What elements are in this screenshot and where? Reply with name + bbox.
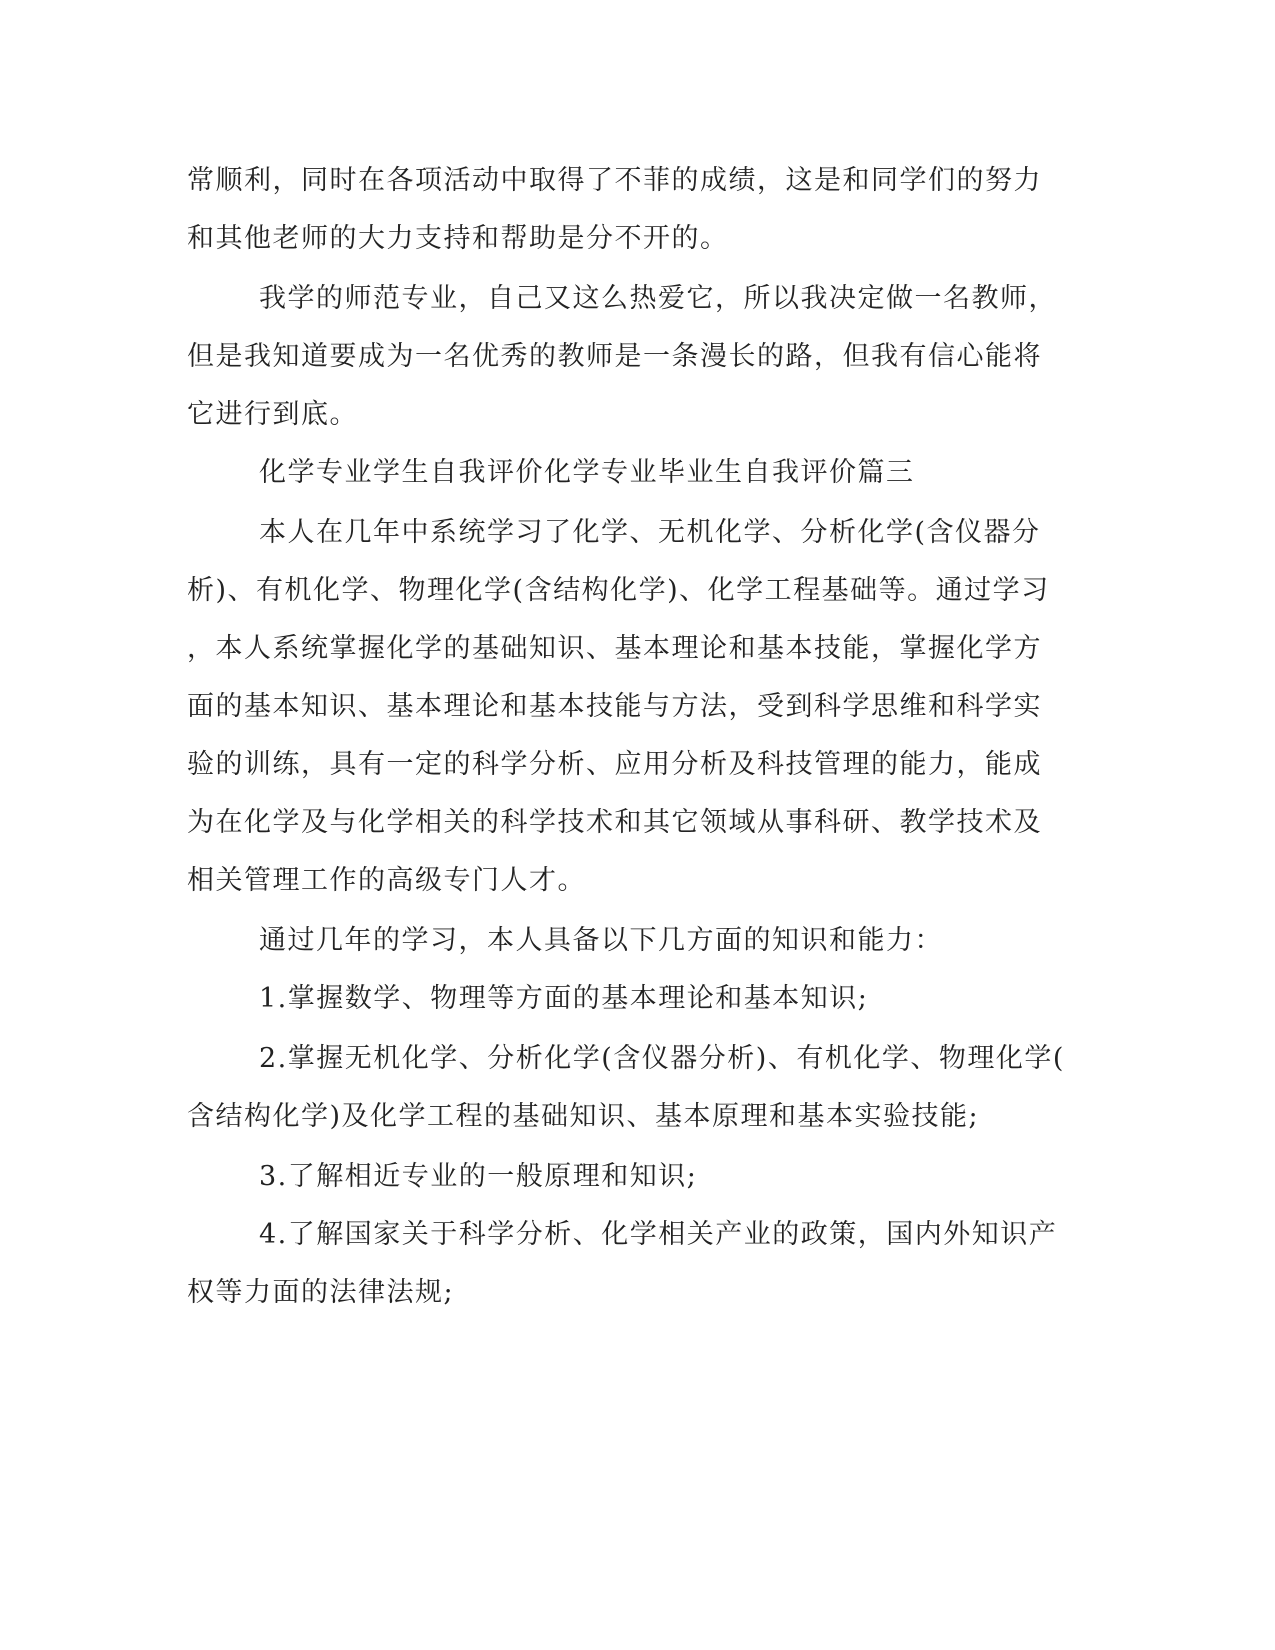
list-item-continuation: 权等力面的法律法规; — [187, 1277, 455, 1308]
paragraph-line: 通过几年的学习，本人具备以下几方面的知识和能力： — [259, 925, 943, 956]
list-item: 4.了解国家关于科学分析、化学相关产业的政策，国内外知识产 — [259, 1219, 1058, 1250]
paragraph-line: 验的训练，具有一定的科学分析、应用分析及科技管理的能力，能成 — [187, 749, 1042, 780]
paragraph-line: 常顺利，同时在各项活动中取得了不菲的成绩，这是和同学们的努力 — [187, 165, 1042, 196]
section-heading: 化学专业学生自我评价化学专业毕业生自我评价篇三 — [259, 457, 915, 488]
paragraph-line: 析)、有机化学、物理化学(含结构化学)、化学工程基础等。通过学习 — [187, 575, 1050, 606]
paragraph-line: ，本人系统掌握化学的基础知识、基本理论和基本技能，掌握化学方 — [187, 633, 1042, 664]
paragraph-line: 和其他老师的大力支持和帮助是分不开的。 — [187, 223, 729, 254]
paragraph-line: 本人在几年中系统学习了化学、无机化学、分析化学(含仪器分 — [259, 517, 1041, 548]
list-item: 1.掌握数学、物理等方面的基本理论和基本知识; — [259, 983, 869, 1014]
list-item: 3.了解相近专业的一般原理和知识; — [259, 1161, 698, 1192]
paragraph-line: 为在化学及与化学相关的科学技术和其它领域从事科研、教学技术及 — [187, 807, 1042, 838]
paragraph-line: 相关管理工作的高级专门人才。 — [187, 865, 586, 896]
list-item-continuation: 含结构化学)及化学工程的基础知识、基本原理和基本实验技能; — [187, 1101, 980, 1132]
list-item: 2.掌握无机化学、分析化学(含仪器分析)、有机化学、物理化学( — [259, 1043, 1065, 1074]
paragraph-line: 它进行到底。 — [187, 399, 358, 430]
paragraph-line: 面的基本知识、基本理论和基本技能与方法，受到科学思维和科学实 — [187, 691, 1042, 722]
paragraph-line: 我学的师范专业，自己又这么热爱它，所以我决定做一名教师， — [259, 283, 1057, 314]
paragraph-line: 但是我知道要成为一名优秀的教师是一条漫长的路，但我有信心能将 — [187, 341, 1042, 372]
